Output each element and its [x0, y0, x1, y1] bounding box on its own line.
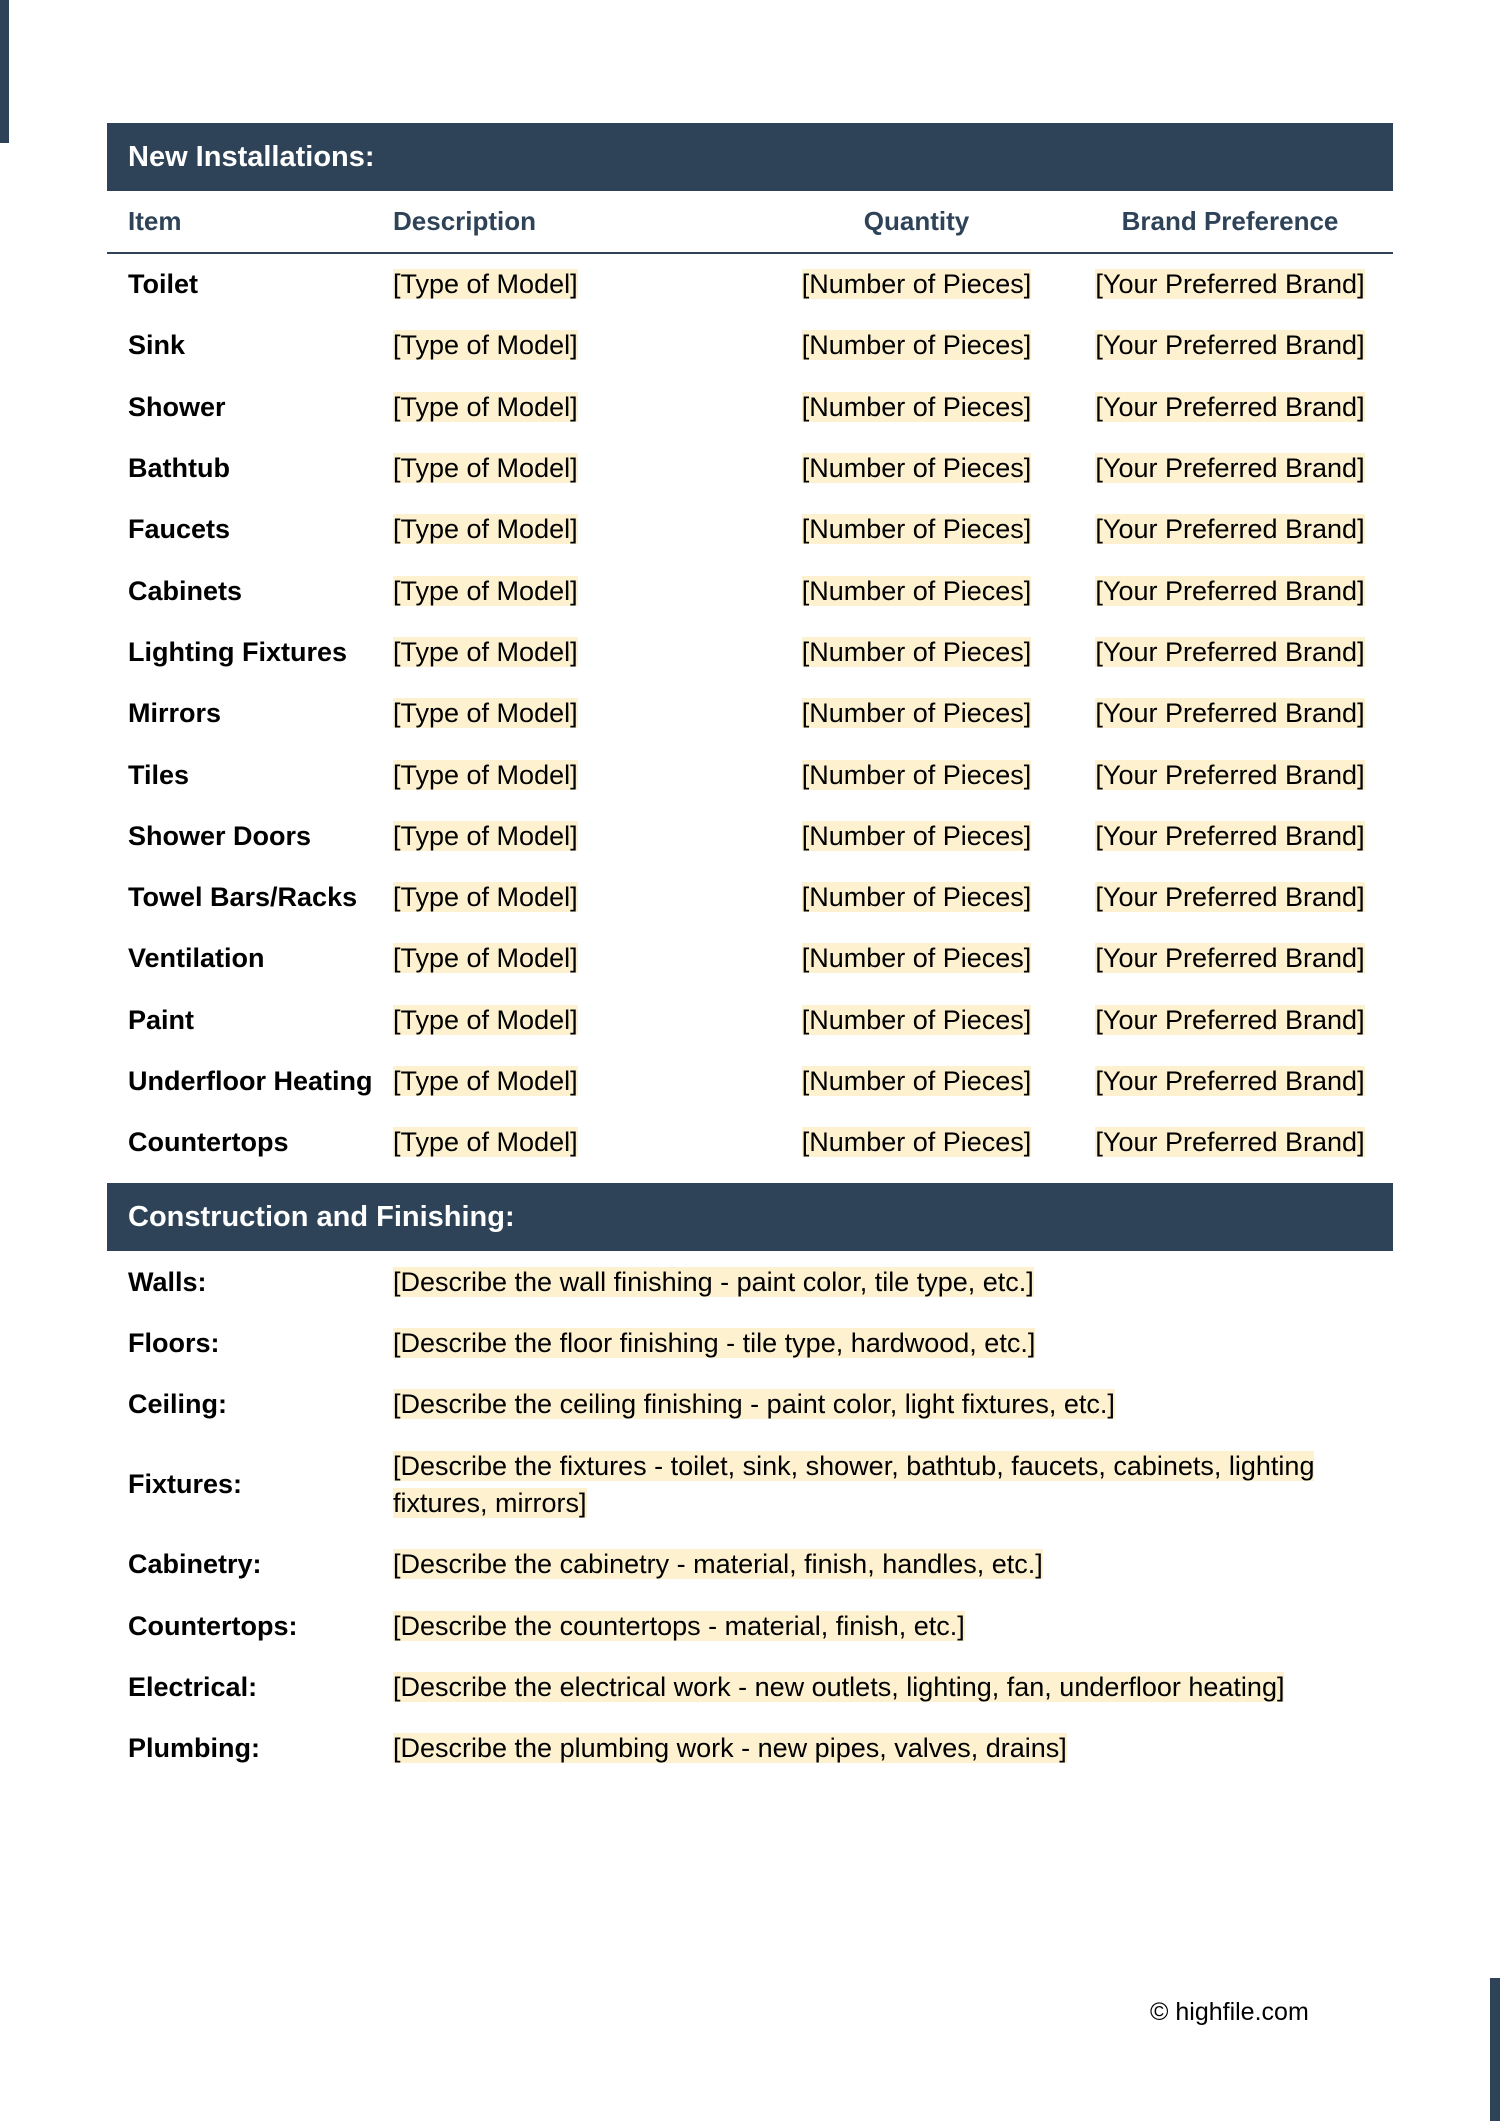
row-description-cell — [393, 760, 766, 791]
list-item — [107, 1596, 1393, 1657]
row-quantity-placeholder[interactable]: [Number of Pieces] — [801, 575, 1032, 606]
row-description-cell — [393, 576, 766, 607]
row-item: Countertops — [128, 1127, 289, 1158]
table-row — [107, 438, 1393, 499]
row-quantity-placeholder[interactable]: [Number of Pieces] — [801, 943, 1032, 974]
row-description-placeholder[interactable]: [Type of Model] — [393, 820, 578, 851]
row-quantity-cell — [766, 514, 1067, 545]
row-brand-placeholder[interactable]: [Your Preferred Brand] — [1095, 269, 1365, 300]
row-brand-placeholder[interactable]: [Your Preferred Brand] — [1095, 759, 1365, 790]
row-brand-placeholder[interactable]: [Your Preferred Brand] — [1095, 1004, 1365, 1035]
row-quantity-cell — [766, 760, 1067, 791]
construction-label: Ceiling: — [128, 1389, 227, 1420]
row-quantity-placeholder[interactable]: [Number of Pieces] — [801, 636, 1032, 667]
row-quantity-placeholder[interactable]: [Number of Pieces] — [801, 759, 1032, 790]
row-brand-placeholder[interactable]: [Your Preferred Brand] — [1095, 1127, 1365, 1158]
row-quantity-placeholder[interactable]: [Number of Pieces] — [801, 514, 1032, 545]
row-brand-placeholder[interactable]: [Your Preferred Brand] — [1095, 391, 1365, 422]
construction-placeholder[interactable]: [Describe the wall finishing - paint color, tile type, etc.] — [393, 1266, 1034, 1297]
row-quantity-cell — [766, 269, 1067, 300]
row-brand-cell — [1067, 698, 1393, 729]
row-brand-cell — [1067, 514, 1393, 545]
construction-label: Electrical: — [128, 1672, 258, 1703]
row-description-cell — [393, 453, 766, 484]
row-brand-placeholder[interactable]: [Your Preferred Brand] — [1095, 453, 1365, 484]
row-quantity-cell — [766, 453, 1067, 484]
row-brand-cell — [1067, 576, 1393, 607]
row-description-placeholder[interactable]: [Type of Model] — [393, 943, 578, 974]
row-description-placeholder[interactable]: [Type of Model] — [393, 269, 578, 300]
row-description-cell — [393, 1127, 766, 1158]
row-description-cell — [393, 330, 766, 361]
construction-list — [107, 1251, 1393, 1779]
row-item: Tiles — [128, 759, 190, 790]
construction-placeholder[interactable]: [Describe the plumbing work - new pipes, valves, drains] — [393, 1733, 1067, 1764]
row-item: Ventilation — [128, 943, 265, 974]
construction-placeholder[interactable]: [Describe the cabinetry - material, finish, handles, etc.] — [393, 1549, 1043, 1580]
decorative-edge-bar-top — [0, 0, 9, 143]
row-item: Shower — [128, 391, 226, 422]
table-row — [107, 315, 1393, 376]
construction-placeholder[interactable]: [Describe the fixtures - toilet, sink, shower, bathtub, faucets, cabinets, lighting fixtures, mirrors] — [393, 1450, 1315, 1518]
row-brand-cell — [1067, 269, 1393, 300]
table-row — [107, 622, 1393, 683]
row-brand-placeholder[interactable]: [Your Preferred Brand] — [1095, 820, 1365, 851]
construction-label: Floors: — [128, 1327, 220, 1358]
row-brand-cell — [1067, 821, 1393, 852]
row-brand-cell — [1067, 453, 1393, 484]
construction-placeholder[interactable]: [Describe the ceiling finishing - paint color, light fixtures, etc.] — [393, 1389, 1115, 1420]
row-description-cell — [393, 882, 766, 913]
row-quantity-placeholder[interactable]: [Number of Pieces] — [801, 330, 1032, 361]
row-brand-cell — [1067, 1127, 1393, 1158]
row-description-placeholder[interactable]: [Type of Model] — [393, 330, 578, 361]
row-item: Underfloor Heating — [128, 1066, 373, 1096]
row-item: Paint — [128, 1004, 195, 1035]
table-row — [107, 928, 1393, 989]
row-description-cell — [393, 698, 766, 729]
table-row — [107, 867, 1393, 928]
row-description-placeholder[interactable]: [Type of Model] — [393, 759, 578, 790]
row-item: Sink — [128, 330, 186, 361]
list-item — [107, 1534, 1393, 1595]
row-brand-cell — [1067, 392, 1393, 423]
construction-text-cell — [393, 1546, 1393, 1583]
row-brand-placeholder[interactable]: [Your Preferred Brand] — [1095, 1066, 1365, 1096]
row-quantity-cell — [766, 1005, 1067, 1036]
row-quantity-cell — [766, 882, 1067, 913]
construction-text-cell — [393, 1325, 1393, 1362]
row-brand-cell — [1067, 1005, 1393, 1036]
row-brand-placeholder[interactable]: [Your Preferred Brand] — [1095, 514, 1365, 545]
row-item: Lighting Fixtures — [128, 636, 347, 667]
row-description-placeholder[interactable]: [Type of Model] — [393, 514, 578, 545]
row-brand-placeholder[interactable]: [Your Preferred Brand] — [1095, 698, 1365, 729]
list-item — [107, 1657, 1393, 1718]
construction-text-cell — [393, 1448, 1393, 1522]
row-description-cell — [393, 392, 766, 423]
construction-text-cell — [393, 1264, 1393, 1301]
row-description-placeholder[interactable]: [Type of Model] — [393, 1066, 578, 1096]
row-quantity-cell — [766, 821, 1067, 852]
row-description-cell — [393, 943, 766, 974]
row-item: Mirrors — [128, 698, 222, 729]
construction-placeholder[interactable]: [Describe the floor finishing - tile type, hardwood, etc.] — [393, 1327, 1036, 1358]
row-quantity-placeholder[interactable]: [Number of Pieces] — [801, 1004, 1032, 1035]
row-description-placeholder[interactable]: [Type of Model] — [393, 453, 578, 484]
list-item — [107, 1435, 1393, 1534]
row-description-cell — [393, 821, 766, 852]
row-quantity-placeholder[interactable]: [Number of Pieces] — [801, 453, 1032, 484]
row-brand-cell — [1067, 637, 1393, 668]
row-item: Faucets — [128, 514, 231, 545]
header-description: Description — [393, 206, 537, 236]
new-installations-heading: New Installations: — [107, 123, 1393, 191]
document-content — [107, 123, 1393, 1780]
row-quantity-cell — [766, 943, 1067, 974]
table-row — [107, 1051, 1393, 1112]
row-description-placeholder[interactable]: [Type of Model] — [393, 882, 578, 913]
row-quantity-cell — [766, 637, 1067, 668]
table-row — [107, 377, 1393, 438]
construction-label: Countertops: — [128, 1610, 298, 1641]
row-description-cell — [393, 1066, 766, 1097]
row-item: Cabinets — [128, 575, 243, 606]
table-row — [107, 1112, 1393, 1173]
table-row — [107, 560, 1393, 621]
table-row — [107, 499, 1393, 560]
row-quantity-cell — [766, 698, 1067, 729]
header-quantity: Quantity — [863, 206, 970, 236]
row-brand-placeholder[interactable]: [Your Preferred Brand] — [1095, 882, 1365, 913]
row-quantity-placeholder[interactable]: [Number of Pieces] — [801, 698, 1032, 729]
list-item — [107, 1374, 1393, 1435]
row-description-cell — [393, 269, 766, 300]
row-description-placeholder[interactable]: [Type of Model] — [393, 698, 578, 729]
row-item: Shower Doors — [128, 820, 312, 851]
decorative-edge-bar-bottom — [1490, 1978, 1500, 2121]
installations-table-body — [107, 254, 1393, 1173]
row-description-placeholder[interactable]: [Type of Model] — [393, 636, 578, 667]
row-quantity-placeholder[interactable]: [Number of Pieces] — [801, 1066, 1032, 1096]
row-brand-cell — [1067, 943, 1393, 974]
table-row — [107, 744, 1393, 805]
row-item: Towel Bars/Racks — [128, 882, 358, 913]
row-description-placeholder[interactable]: [Type of Model] — [393, 575, 578, 606]
construction-text-cell — [393, 1669, 1393, 1706]
row-description-cell — [393, 637, 766, 668]
row-brand-placeholder[interactable]: [Your Preferred Brand] — [1095, 636, 1365, 667]
list-item — [107, 1251, 1393, 1312]
row-brand-placeholder[interactable]: [Your Preferred Brand] — [1095, 575, 1365, 606]
row-quantity-cell — [766, 1127, 1067, 1158]
table-row — [107, 806, 1393, 867]
construction-placeholder[interactable]: [Describe the electrical work - new outlets, lighting, fan, underfloor heating] — [393, 1672, 1285, 1703]
row-description-placeholder[interactable]: [Type of Model] — [393, 391, 578, 422]
row-quantity-cell — [766, 576, 1067, 607]
construction-text-cell — [393, 1608, 1393, 1645]
table-row — [107, 990, 1393, 1051]
construction-label: Fixtures: — [128, 1469, 243, 1500]
row-brand-cell — [1067, 760, 1393, 791]
row-quantity-cell — [766, 392, 1067, 423]
construction-text-cell — [393, 1386, 1393, 1423]
row-quantity-placeholder[interactable]: [Number of Pieces] — [801, 820, 1032, 851]
table-row — [107, 683, 1393, 744]
construction-label: Walls: — [128, 1266, 207, 1297]
row-quantity-placeholder[interactable]: [Number of Pieces] — [801, 882, 1032, 913]
table-row — [107, 254, 1393, 315]
row-description-placeholder[interactable]: [Type of Model] — [393, 1127, 578, 1158]
row-quantity-placeholder[interactable]: [Number of Pieces] — [801, 391, 1032, 422]
row-brand-placeholder[interactable]: [Your Preferred Brand] — [1095, 943, 1365, 974]
list-item — [107, 1718, 1393, 1779]
row-description-cell — [393, 514, 766, 545]
row-description-cell — [393, 1005, 766, 1036]
copyright-footer: © highfile.com — [1150, 1998, 1309, 2026]
row-description-placeholder[interactable]: [Type of Model] — [393, 1004, 578, 1035]
header-brand-preference: Brand Preference — [1121, 206, 1339, 236]
row-brand-cell — [1067, 1066, 1393, 1097]
construction-heading: Construction and Finishing: — [107, 1183, 1393, 1251]
installations-column-headers — [107, 191, 1393, 254]
row-brand-cell — [1067, 330, 1393, 361]
row-item: Bathtub — [128, 453, 230, 484]
construction-text-cell — [393, 1730, 1393, 1767]
row-quantity-placeholder[interactable]: [Number of Pieces] — [801, 269, 1032, 300]
construction-placeholder[interactable]: [Describe the countertops - material, finish, etc.] — [393, 1610, 965, 1641]
row-quantity-cell — [766, 1066, 1067, 1097]
list-item — [107, 1313, 1393, 1374]
row-item: Toilet — [128, 269, 198, 300]
construction-label: Plumbing: — [128, 1733, 260, 1764]
row-quantity-cell — [766, 330, 1067, 361]
row-brand-cell — [1067, 882, 1393, 913]
construction-label: Cabinetry: — [128, 1549, 262, 1580]
header-item: Item — [128, 206, 182, 236]
row-quantity-placeholder[interactable]: [Number of Pieces] — [801, 1127, 1032, 1158]
row-brand-placeholder[interactable]: [Your Preferred Brand] — [1095, 330, 1365, 361]
